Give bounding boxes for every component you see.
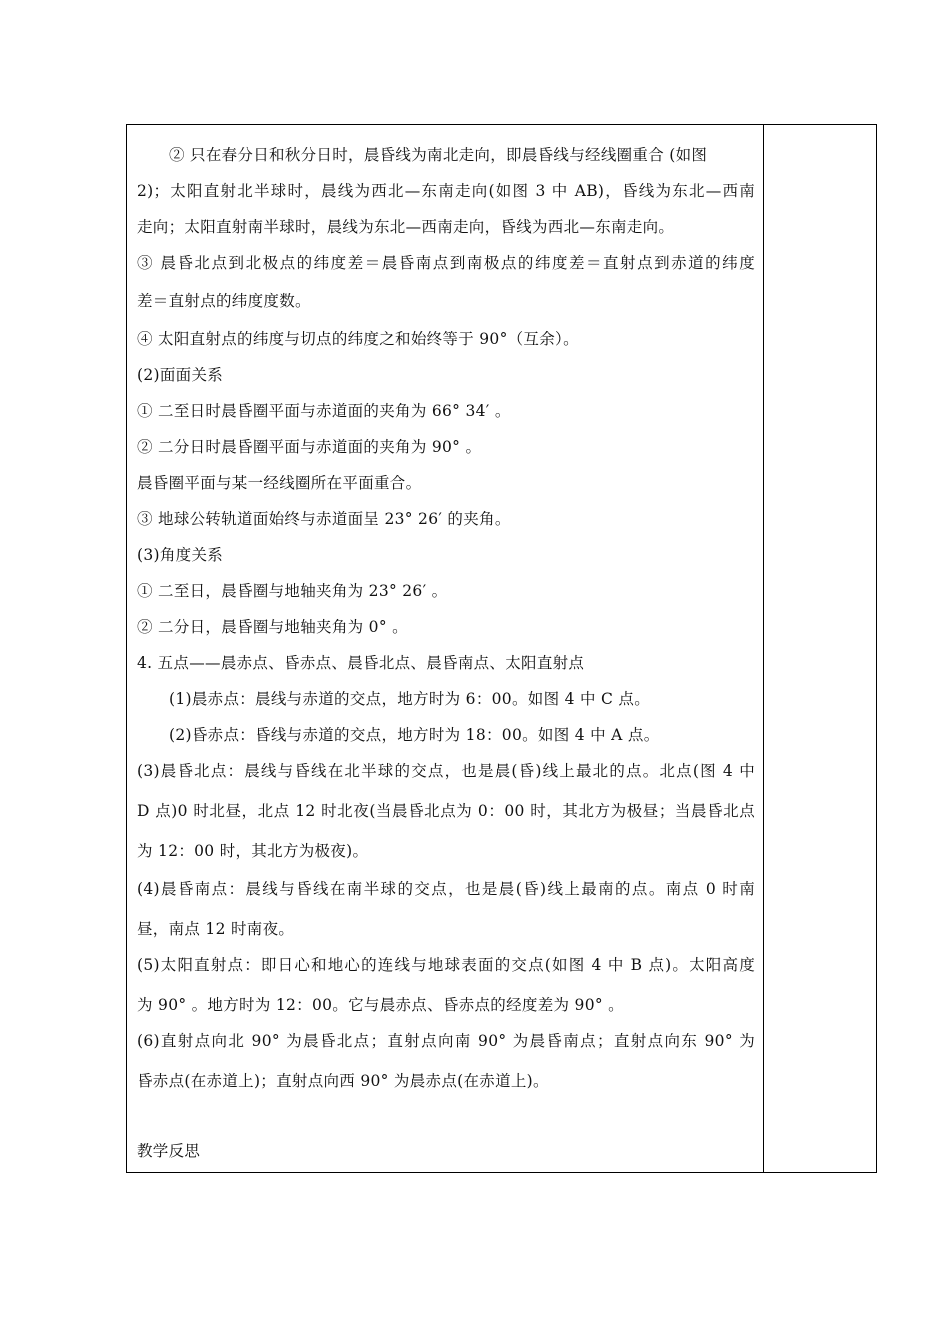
paragraph-line: (3)晨昏北点：晨线与昏线在北半球的交点，也是晨(昏)线上最北的点。北点(图 4 中	[137, 762, 755, 780]
paragraph: ② 二分日，晨昏圈与地轴夹角为 0° 。	[137, 618, 408, 636]
section-heading: (2)面面关系	[137, 366, 224, 384]
paragraph-line: 为 12：00 时，其北方为极夜)。	[137, 842, 369, 860]
paragraph-line: 2)；太阳直射北半球时，晨线为西北—东南走向(如图 3 中 AB)，昏线为东北—西南	[137, 182, 755, 200]
paragraph-line: 为 90° 。地方时为 12：00。它与晨赤点、昏赤点的经度差为 90° 。	[137, 996, 624, 1014]
paragraph-line: D 点)0 时北昼，北点 12 时北夜(当晨昏北点为 0：00 时，其北方为极昼；当晨昏北点	[137, 802, 755, 820]
reflection-label: 教学反思	[137, 1142, 201, 1160]
section-heading: 4. 五点——晨赤点、昏赤点、晨昏北点、晨昏南点、太阳直射点	[137, 654, 585, 672]
paragraph: ① 二至日时晨昏圈平面与赤道面的夹角为 66° 34′ 。	[137, 402, 511, 420]
paragraph: ② 二分日时晨昏圈平面与赤道面的夹角为 90° 。	[137, 438, 482, 456]
paragraph-line: (5)太阳直射点：即日心和地心的连线与地球表面的交点(如图 4 中 B 点)。太阳高度	[137, 956, 755, 974]
paragraph-line: (4)晨昏南点：晨线与昏线在南半球的交点，也是晨(昏)线上最南的点。南点 0 时南	[137, 880, 755, 898]
paragraph-line: 差＝直射点的纬度度数。	[137, 292, 311, 310]
paragraph: ③ 地球公转轨道面始终与赤道面呈 23° 26′ 的夹角。	[137, 510, 511, 528]
paragraph: ④ 太阳直射点的纬度与切点的纬度之和始终等于 90°（互余）。	[137, 330, 579, 348]
paragraph: 晨昏圈平面与某一经线圈所在平面重合。	[137, 474, 422, 492]
paragraph-line: 走向；太阳直射南半球时，晨线为东北—西南走向，昏线为西北—东南走向。	[137, 218, 675, 236]
paragraph-line: 昏赤点(在赤道上)；直射点向西 90° 为晨赤点(在赤道上)。	[137, 1072, 549, 1090]
paragraph: (2)昏赤点：昏线与赤道的交点，地方时为 18：00。如图 4 中 A 点。	[169, 726, 660, 744]
side-cell	[767, 125, 876, 1172]
section-heading: (3)角度关系	[137, 546, 224, 564]
paragraph-line: ② 只在春分日和秋分日时，晨昏线为南北走向，即晨昏线与经线圈重合 (如图	[169, 146, 708, 164]
paragraph-line: 昼，南点 12 时南夜。	[137, 920, 295, 938]
column-divider	[763, 125, 764, 1172]
paragraph: (1)晨赤点：晨线与赤道的交点，地方时为 6：00。如图 4 中 C 点。	[169, 690, 650, 708]
paragraph-line: (6)直射点向北 90° 为晨昏北点；直射点向南 90° 为晨昏南点；直射点向东 90° 为	[137, 1032, 755, 1050]
paragraph-line: ③ 晨昏北点到北极点的纬度差＝晨昏南点到南极点的纬度差＝直射点到赤道的纬度	[137, 254, 755, 272]
lesson-table	[126, 124, 877, 1173]
paragraph: ① 二至日，晨昏圈与地轴夹角为 23° 26′ 。	[137, 582, 448, 600]
